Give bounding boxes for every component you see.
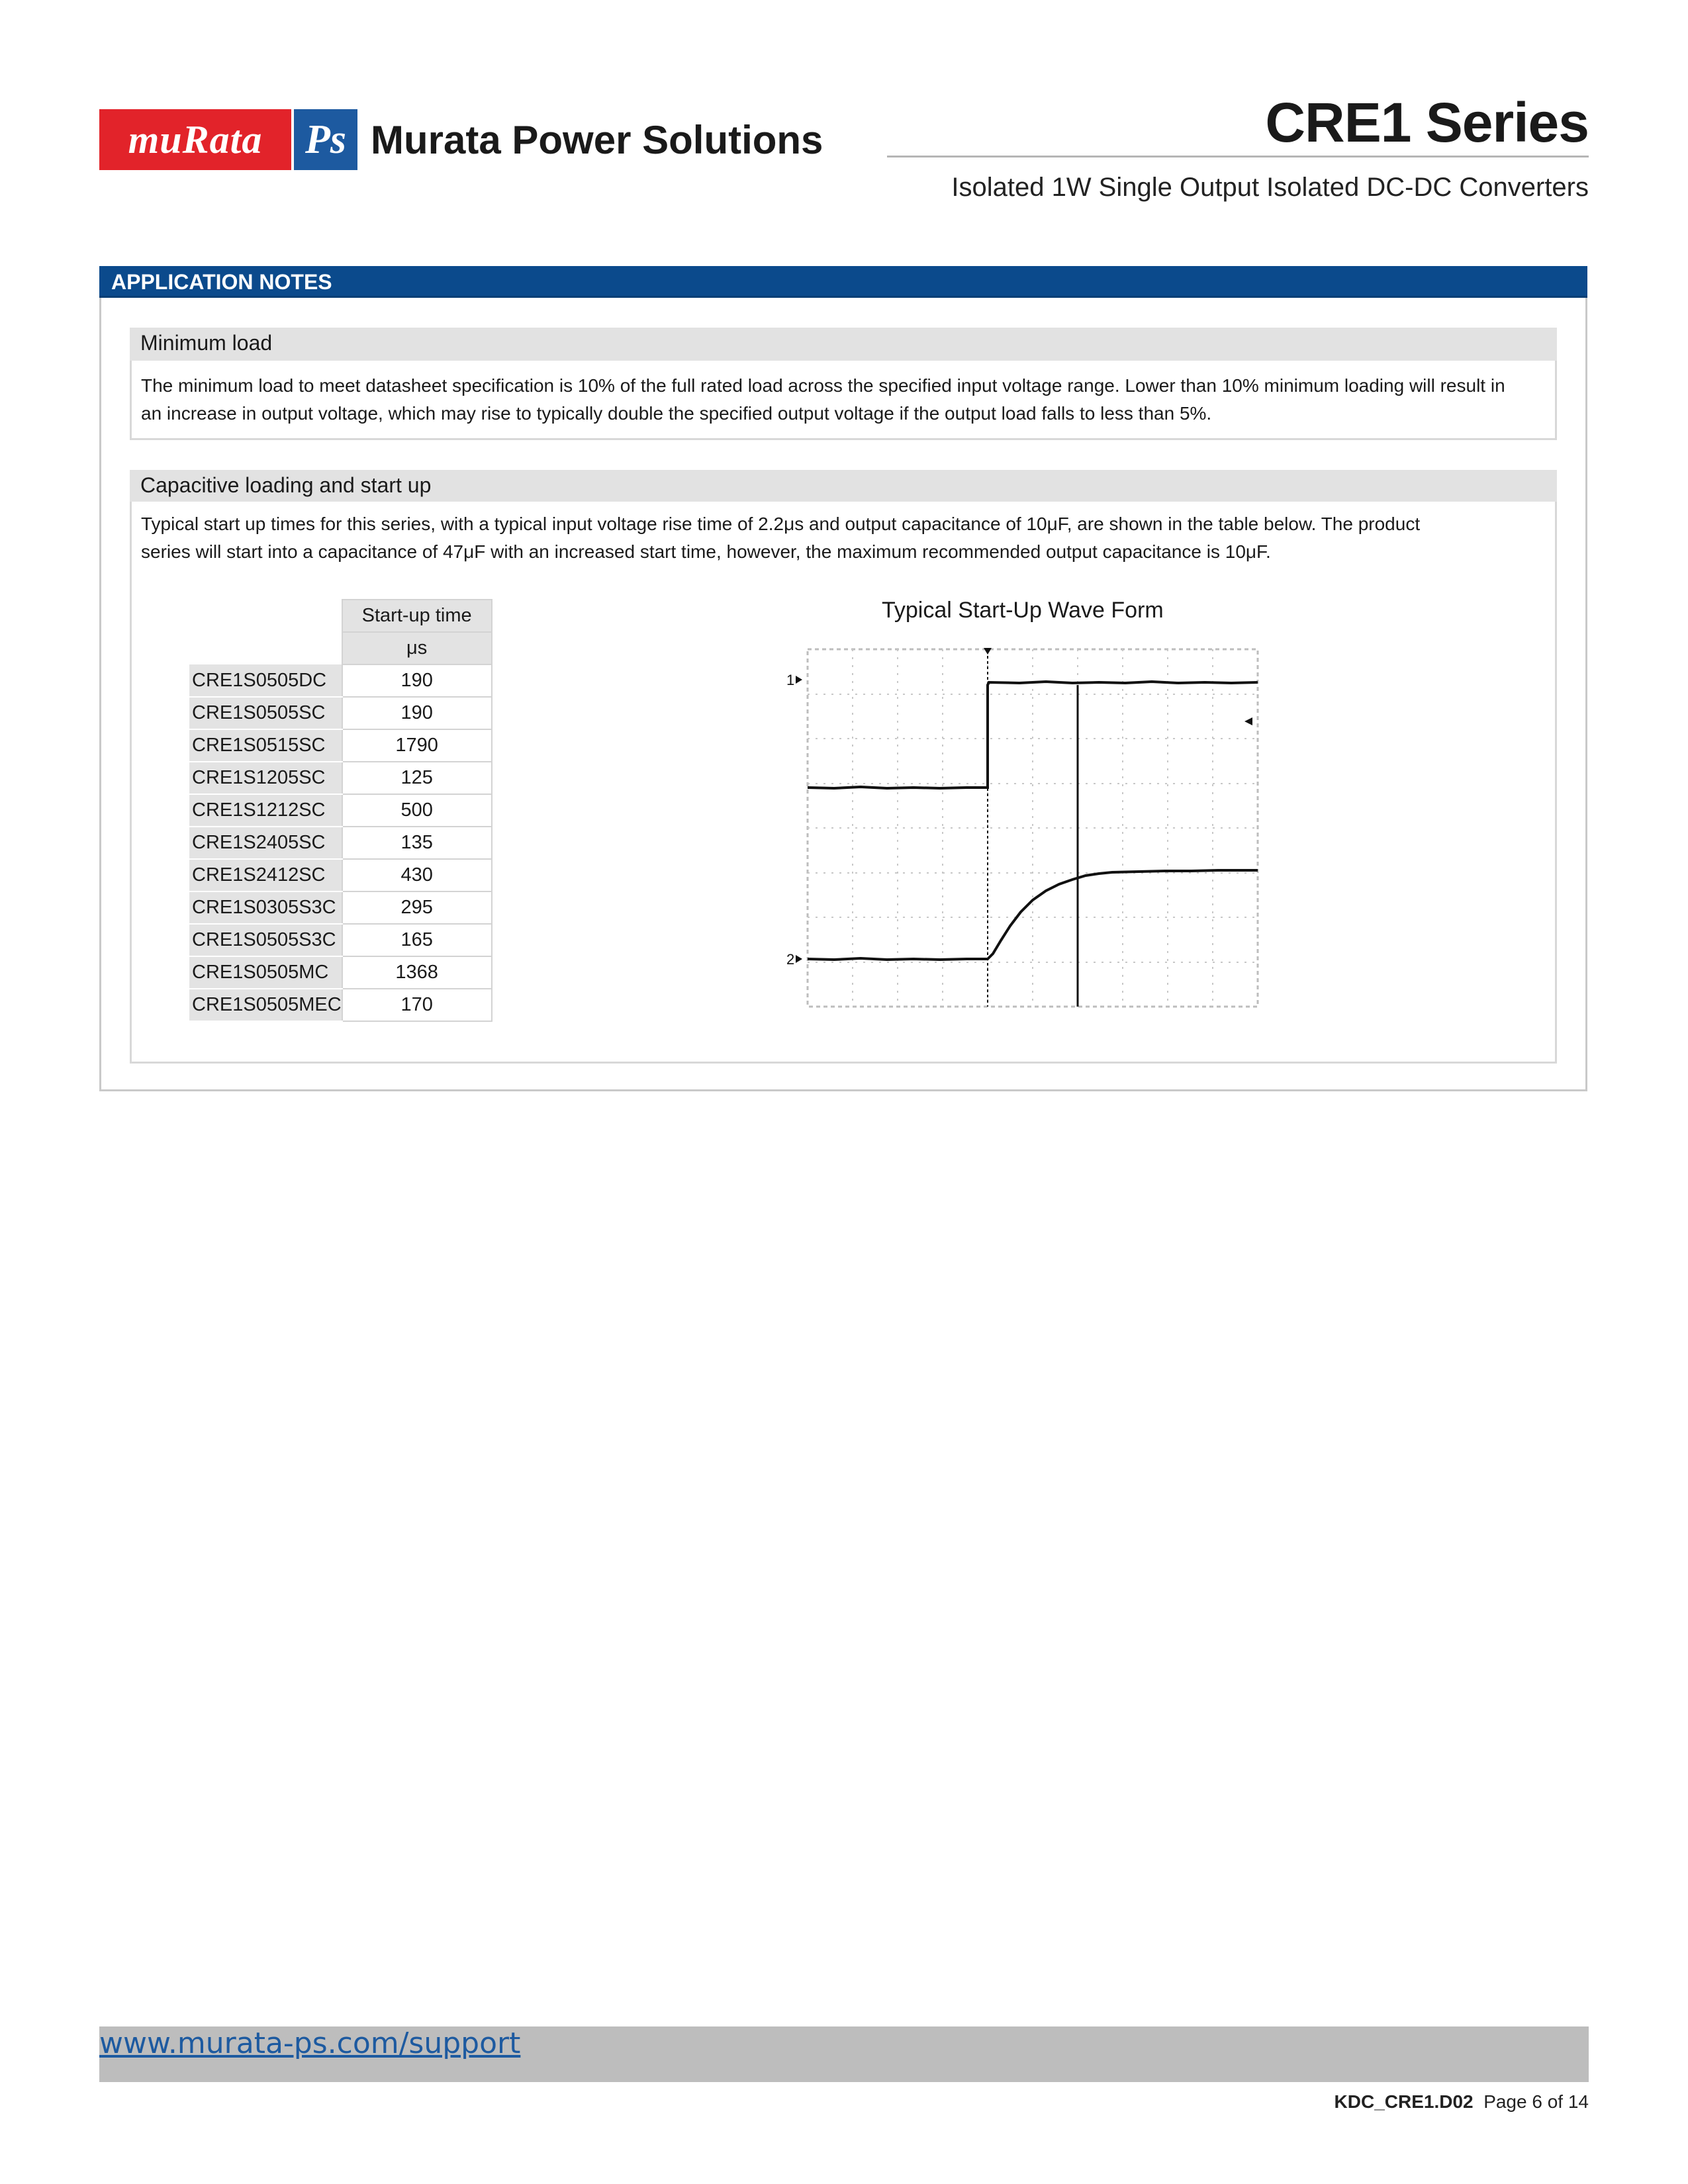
table-row xyxy=(189,956,492,989)
value-cell: 190 xyxy=(342,664,492,697)
value-cell: 135 xyxy=(342,827,492,859)
model-cell: CRE1S0505S3C xyxy=(189,924,342,956)
minimum-load-line-1: The minimum load to meet datasheet specification is 10% of the full rated load across the specified input voltage range. Lower than 10% minimum loading will result in xyxy=(141,375,1505,396)
ps-logo: Ps xyxy=(294,109,357,170)
footer-document-info xyxy=(1335,2090,1589,2114)
table-row xyxy=(189,794,492,827)
capacitive-loading-line-2: series will start into a capacitance of 47μF with an increased start time, however, the maximum recommended output capacitance is 10μF. xyxy=(141,541,1271,562)
startup-time-unit: μs xyxy=(342,632,492,664)
startup-waveform-plot xyxy=(781,645,1284,1016)
capacitive-loading-text xyxy=(141,510,1465,566)
startup-time-table xyxy=(189,599,492,1022)
model-cell: CRE1S1205SC xyxy=(189,762,342,794)
header-divider xyxy=(887,156,1589,158)
series-subtitle: Isolated 1W Single Output Isolated DC-DC Converters xyxy=(951,173,1589,202)
table-row xyxy=(189,924,492,956)
model-cell: CRE1S1212SC xyxy=(189,794,342,827)
capacitive-loading-line-1: Typical start up times for this series, with a typical input voltage rise time of 2.2μs and output capacitance of 10μF, are shown in the table below. The product xyxy=(141,514,1421,534)
table-row xyxy=(189,859,492,891)
value-cell: 430 xyxy=(342,859,492,891)
startup-time-header: Start-up time xyxy=(342,600,492,632)
value-cell: 500 xyxy=(342,794,492,827)
model-cell: CRE1S2405SC xyxy=(189,827,342,859)
channel-2-label: 2 xyxy=(786,951,795,968)
model-cell: CRE1S0505MC xyxy=(189,956,342,989)
table-row xyxy=(189,664,492,697)
table-row xyxy=(189,697,492,729)
capacitive-loading-heading: Capacitive loading and start up xyxy=(130,470,1557,502)
value-cell: 170 xyxy=(342,989,492,1021)
channel-2-marker-icon xyxy=(796,955,802,963)
waveform-title: Typical Start-Up Wave Form xyxy=(882,598,1164,623)
table-header-row xyxy=(189,600,492,632)
application-notes-heading: APPLICATION NOTES xyxy=(99,266,1587,298)
table-row xyxy=(189,762,492,794)
channel-1-label: 1 xyxy=(786,672,795,688)
value-cell: 295 xyxy=(342,891,492,924)
channel-1-marker-icon xyxy=(796,676,802,684)
table-row xyxy=(189,827,492,859)
value-cell: 1790 xyxy=(342,729,492,762)
table-row xyxy=(189,891,492,924)
minimum-load-text xyxy=(141,372,1531,428)
company-name: Murata Power Solutions xyxy=(371,118,823,162)
value-cell: 190 xyxy=(342,697,492,729)
table-row xyxy=(189,989,492,1021)
table-row xyxy=(189,729,492,762)
page-number: Page 6 of 14 xyxy=(1483,2091,1589,2112)
model-cell: CRE1S0305S3C xyxy=(189,891,342,924)
support-link[interactable]: www.murata-ps.com/support xyxy=(99,2026,521,2060)
value-cell: 165 xyxy=(342,924,492,956)
minimum-load-heading: Minimum load xyxy=(130,328,1557,361)
value-cell: 125 xyxy=(342,762,492,794)
model-cell: CRE1S0505SC xyxy=(189,697,342,729)
model-cell: CRE1S0505DC xyxy=(189,664,342,697)
minimum-load-line-2: an increase in output voltage, which may rise to typically double the specified output voltage if the output load falls to less than 5%. xyxy=(141,403,1212,424)
value-cell: 1368 xyxy=(342,956,492,989)
model-cell: CRE1S0505MEC xyxy=(189,989,342,1021)
table-unit-row xyxy=(189,632,492,664)
series-title: CRE1 Series xyxy=(1265,91,1589,154)
murata-logo: muRata xyxy=(99,109,291,170)
document-id: KDC_CRE1.D02 xyxy=(1334,2091,1474,2112)
model-cell: CRE1S0515SC xyxy=(189,729,342,762)
model-cell: CRE1S2412SC xyxy=(189,859,342,891)
